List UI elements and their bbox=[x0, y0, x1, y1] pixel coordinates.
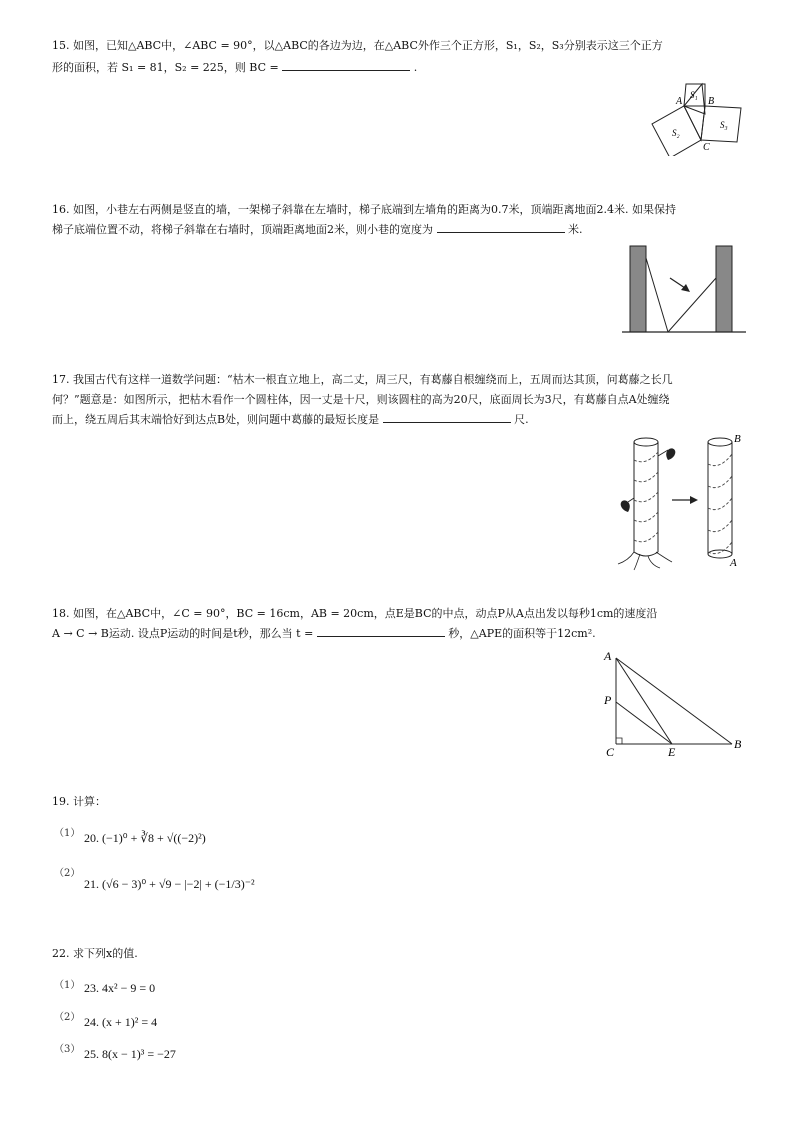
q15-line2 bbox=[52, 58, 417, 78]
answer-blank-18[interactable] bbox=[317, 624, 445, 637]
label-s1: S₁ bbox=[690, 90, 698, 100]
q17-line2: 何？”题意是：如图所示，把枯木看作一个圆柱体，因一丈是十尺，则该圆柱的高为20尺，底面周长为3尺，有葛藤自点A处缠绕 bbox=[52, 393, 670, 406]
triangle-abc bbox=[684, 106, 705, 140]
q16-line2-text: 梯子底端位置不动，将梯子斜靠在右墙时，顶端距离地面2米，则小巷的宽度为 bbox=[52, 223, 433, 236]
q19-item1: 20. (−1)⁰ + ∛8 + √((−2)²) bbox=[84, 831, 206, 845]
arrow-right-icon bbox=[690, 496, 698, 504]
right-wall bbox=[716, 246, 732, 332]
label-b: B bbox=[708, 96, 715, 107]
q19-item1-tag: （1） bbox=[54, 828, 81, 839]
q19-title: 19. 计算： bbox=[52, 795, 106, 808]
q18-line2-end: 秒，△APE的面积等于12cm². bbox=[448, 627, 596, 640]
label-s3: S₃ bbox=[720, 120, 728, 130]
ladder-left bbox=[646, 258, 668, 332]
q19-item2-tag: （2） bbox=[54, 868, 81, 879]
label-c: C bbox=[606, 745, 615, 758]
q15-line1: 15. 如图，已知△ABC中，∠ABC = 90°，以△ABC的各边为边，在△ABC外作三个正方形，S₁，S₂，S₃分别表示这三个正方 bbox=[52, 39, 663, 52]
q15-line2-text: 形的面积，若 S₁ = 81，S₂ = 225，则 BC = bbox=[52, 61, 279, 74]
q19-item2: 21. (√6 − 3)⁰ + √9 − |−2| + (−1/3)⁻² bbox=[84, 877, 255, 891]
q17-line3-text: 而上，绕五周后其末端恰好到达点B处，则问题中葛藤的最短长度是 bbox=[52, 413, 380, 426]
label-a: A bbox=[730, 557, 737, 569]
q22-title: 22. 求下列x的值. bbox=[52, 947, 138, 960]
q16-line2 bbox=[52, 220, 583, 240]
side-ab bbox=[616, 658, 732, 744]
q22-item2: 24. (x + 1)² = 4 bbox=[84, 1015, 158, 1029]
q22-item3: 25. 8(x − 1)³ = −27 bbox=[84, 1047, 176, 1061]
answer-blank-15[interactable] bbox=[282, 58, 410, 71]
q16-figure bbox=[620, 244, 750, 338]
q22-item2-tag: （2） bbox=[54, 1012, 81, 1023]
right-angle-mark bbox=[616, 738, 622, 744]
label-a: A bbox=[604, 649, 612, 663]
label-b: B bbox=[734, 737, 742, 751]
label-c: C bbox=[703, 142, 710, 153]
left-wall bbox=[630, 246, 646, 332]
segment-ae bbox=[616, 658, 672, 744]
label-p: P bbox=[604, 693, 612, 707]
label-s2: S₂ bbox=[672, 128, 680, 138]
q22-item1-tag: （1） bbox=[54, 980, 81, 991]
q18-line2-text: A → C → B运动. 设点P运动的时间是t秒，那么当 t = bbox=[52, 627, 314, 640]
q15-line2-end: . bbox=[413, 61, 418, 74]
q18-figure bbox=[600, 646, 750, 758]
q18-line1: 18. 如图，在△ABC中，∠C = 90°，BC = 16cm，AB = 20cm，点E是BC的中点，动点P从A点出发以每秒1cm的速度沿 bbox=[52, 607, 658, 620]
q17-figure bbox=[612, 432, 752, 572]
q17-line1: 17. 我国古代有这样一道数学问题：“枯木一根直立地上，高二丈，周三尺，有葛藤自根缠绕而上，五周而达其顶，问葛藤之长几 bbox=[52, 373, 673, 386]
q15-figure bbox=[640, 78, 750, 156]
q22-item1: 23. 4x² − 9 = 0 bbox=[84, 981, 156, 995]
answer-blank-17[interactable] bbox=[383, 410, 511, 423]
answer-blank-16[interactable] bbox=[437, 220, 565, 233]
tree-trunk bbox=[618, 438, 675, 570]
label-a: A bbox=[676, 96, 683, 107]
label-b: B bbox=[734, 433, 741, 445]
q16-line1: 16. 如图，小巷左右两侧是竖直的墙，一架梯子斜靠在左墙时，梯子底端到左墙角的距离为0.7米，顶端距离地面2.4米. 如果保持 bbox=[52, 203, 676, 216]
segment-pe bbox=[616, 702, 672, 744]
q17-line3-end: 尺. bbox=[514, 413, 529, 426]
q22-item3-tag: （3） bbox=[54, 1044, 81, 1055]
q16-line2-end: 米. bbox=[568, 223, 583, 236]
q18-line2 bbox=[52, 624, 596, 644]
cylinder bbox=[708, 438, 732, 558]
q17-line3 bbox=[52, 410, 529, 430]
arrow-head-icon bbox=[681, 284, 690, 292]
ladder-right bbox=[668, 278, 716, 332]
label-e: E bbox=[668, 745, 676, 758]
